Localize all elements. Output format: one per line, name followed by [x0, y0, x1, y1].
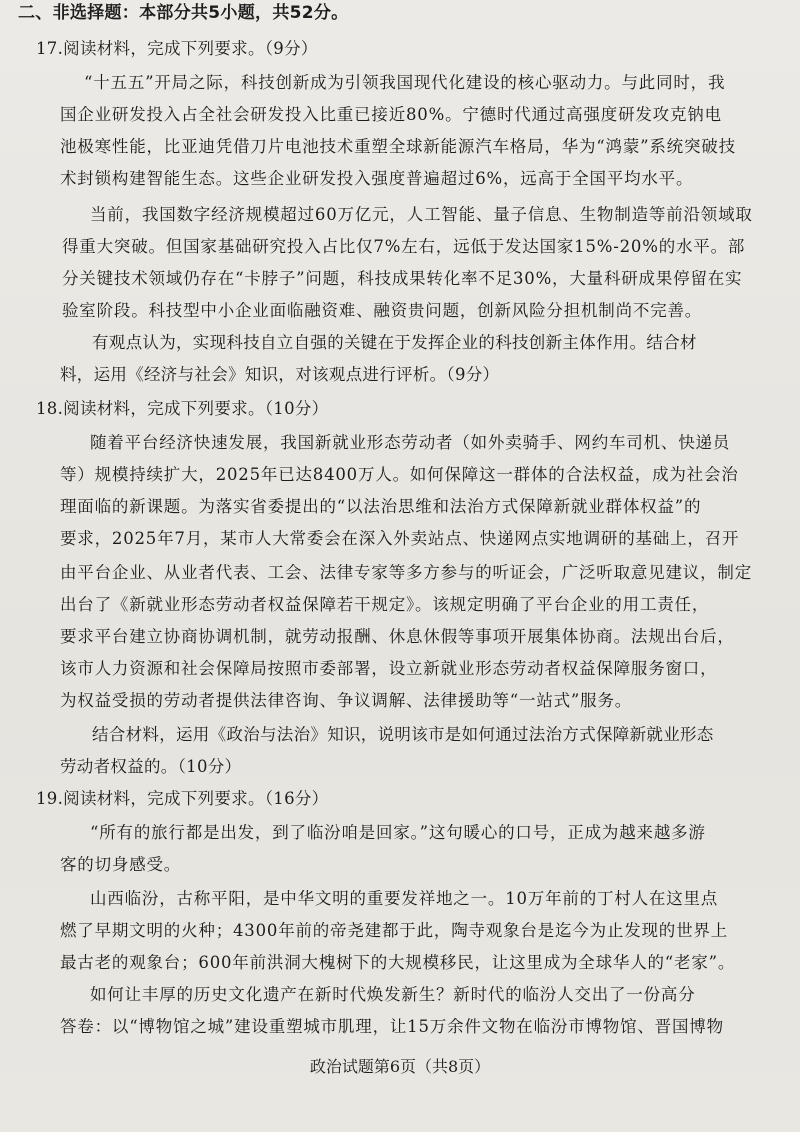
q19-line: 客的切身感受。 — [60, 855, 182, 874]
q18-prompt: 劳动者权益的。（10分） — [60, 757, 242, 776]
q17-line: 当前，我国数字经济规模超过60万亿元，人工智能、量子信息、生物制造等前沿领域取 — [90, 205, 753, 224]
page-footer: 政治试题第6页（共8页） — [309, 1057, 491, 1076]
q17-prompt: 料，运用《经济与社会》知识，对该观点进行评析。（9分） — [60, 365, 500, 384]
q19-title: 19.阅读材料，完成下列要求。（16分） — [36, 789, 329, 808]
q19-line: 如何让丰厚的历史文化遗产在新时代焕发新生？新时代的临汾人交出了一份高分 — [90, 985, 696, 1004]
q17-line: 池极寒性能，比亚迪凭借刀片电池技术重塑全球新能源汽车格局，华为“鸿蒙”系统突破技 — [60, 137, 736, 156]
q17-line: “十五五”开局之际，科技创新成为引领我国现代化建设的核心驱动力。与此同时，我 — [84, 73, 726, 92]
q18-line: 为权益受损的劳动者提供法律咨询、争议调解、法律援助等“一站式”服务。 — [60, 691, 633, 710]
q18-line: 该市人力资源和社会保障局按照市委部署，设立新就业形态劳动者权益保障服务窗口， — [60, 659, 718, 678]
q18-title: 18.阅读材料，完成下列要求。（10分） — [36, 399, 329, 418]
q17-line: 得重大突破。但国家基础研究投入占比仅7%左右，远低于发达国家15%-20%的水平。部 — [62, 237, 746, 256]
q18-line: 等）规模持续扩大，2025年已达8400万人。如何保障这一群体的合法权益，成为社会治 — [60, 465, 739, 484]
q19-line: 答卷：以“博物馆之城”建设重塑城市肌理，让15万余件文物在临汾市博物馆、晋国博物 — [60, 1017, 724, 1036]
q19-line: 最古老的观象台；600年前洪洞大槐树下的大规模移民，让这里成为全球华人的“老家”。 — [60, 953, 736, 972]
q19-line: 燃了早期文明的火种；4300年前的帝尧建都于此，陶寺观象台是迄今为止发现的世界上 — [60, 921, 728, 940]
q17-prompt: 有观点认为，实现科技自立自强的关键在于发挥企业的科技创新主体作用。结合材 — [92, 333, 697, 352]
section-heading: 二、非选择题：本部分共5小题，共52分。 — [18, 3, 349, 23]
q17-line: 国企业研发投入占全社会研发投入比重已接近80%。宁德时代通过高强度研发攻克钠电 — [60, 105, 722, 124]
q19-line: 山西临汾，古称平阳，是中华文明的重要发祥地之一。10万年前的丁村人在这里点 — [90, 889, 719, 908]
q19-line: “所有的旅行都是出发，到了临汾咱是回家。”这句暖心的口号，正成为越来越多游 — [90, 823, 706, 842]
q18-line: 随着平台经济快速发展，我国新就业形态劳动者（如外卖骑手、网约车司机、快递员 — [90, 433, 731, 452]
q18-prompt: 结合材料，运用《政治与法治》知识，说明该市是如何通过法治方式保障新就业形态 — [92, 725, 714, 744]
q17-title: 17.阅读材料，完成下列要求。（9分） — [36, 39, 318, 58]
q18-line: 理面临的新课题。为落实省委提出的“以法治思维和法治方式保障新就业群体权益”的 — [60, 497, 702, 516]
q18-line: 由平台企业、从业者代表、工会、法律专家等多方参与的听证会，广泛听取意见建议，制定 — [60, 563, 752, 582]
q17-line: 验室阶段。科技型中小企业面临融资难、融资贵问题，创新风险分担机制尚不完善。 — [62, 301, 703, 320]
q17-line: 分关键技术领域仍存在“卡脖子”问题，科技成果转化率不足30%，大量科研成果停留在实 — [62, 269, 743, 288]
q18-line: 出台了《新就业形态劳动者权益保障若干规定》。该规定明确了平台企业的用工责任， — [60, 595, 710, 614]
q17-line: 术封锁构建智能生态。这些企业研发投入强度普遍超过6%，远高于全国平均水平。 — [60, 169, 694, 188]
q18-line: 要求平台建立协商协调机制，就劳动报酬、休息休假等事项开展集体协商。法规出台后， — [60, 627, 735, 646]
q18-line: 要求，2025年7月，某市人大常委会在深入外卖站点、快递网点实地调研的基础上，召开 — [60, 529, 740, 548]
